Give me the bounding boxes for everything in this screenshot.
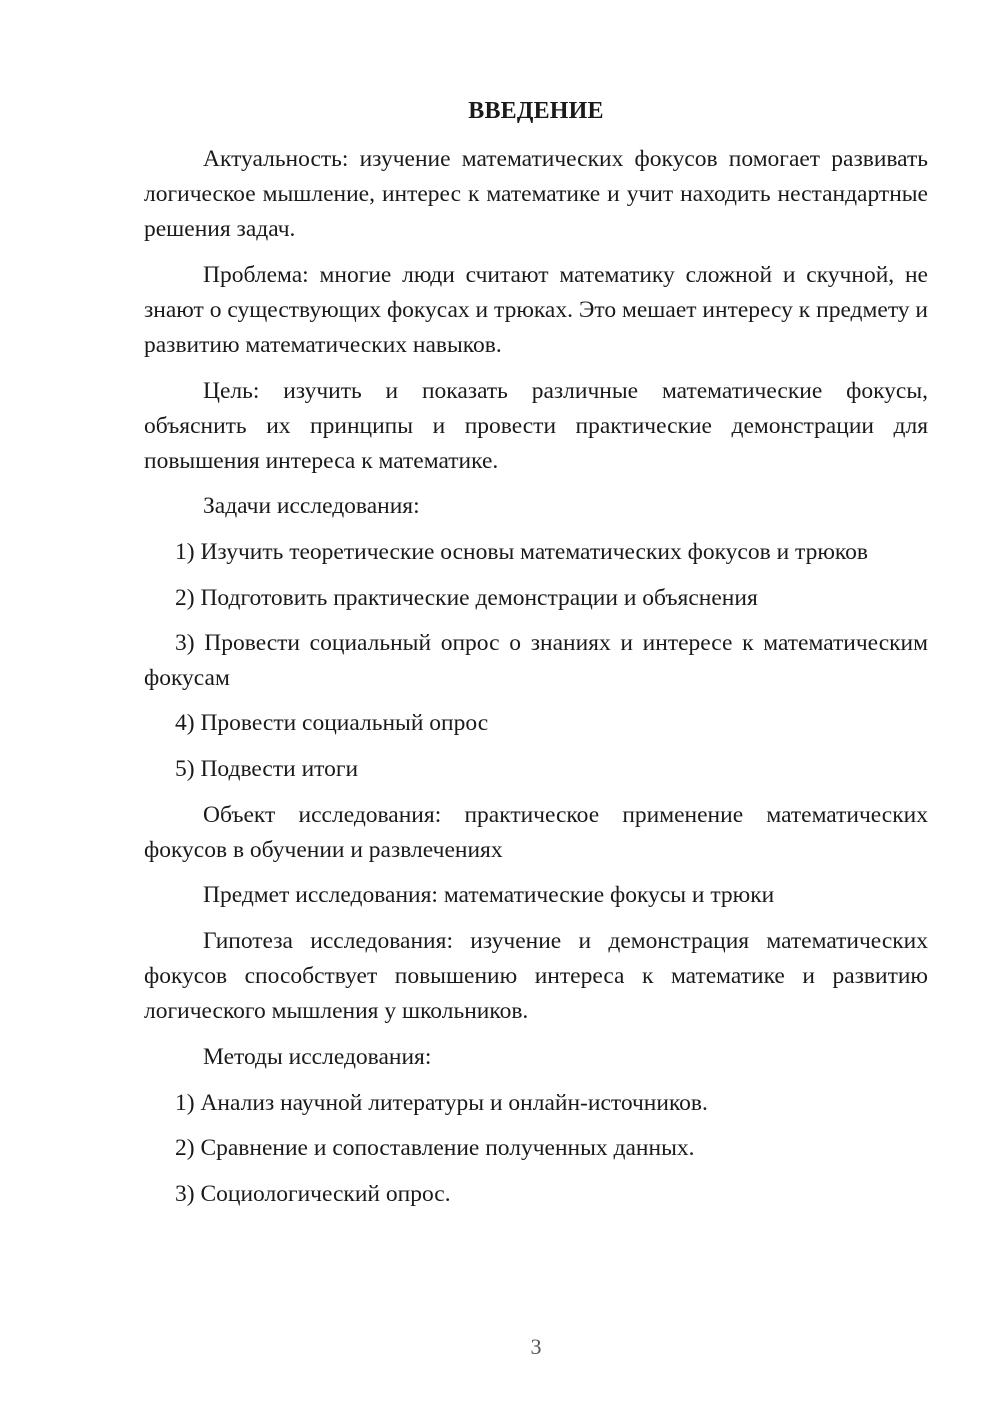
task-item: 2) Подготовить практические демонстрации и объяснения — [175, 585, 758, 611]
paragraph-goal: Цель: изучить и показать различные математические фокусы, объяснить их принципы и провести практические демонстрации для повышения интереса к математике. — [144, 378, 928, 474]
paragraph-hypothesis: Гипотеза исследования: изучение и демонстрация математических фокусов способствует повышению интереса к математике и развитию логического мышления у школьников. — [144, 928, 928, 1024]
section-title: ВВЕДЕНИЕ — [468, 98, 604, 124]
paragraph-object: Объект исследования: практическое применение математических фокусов в обучении и развлечениях — [144, 802, 928, 863]
page-number: 3 — [530, 1334, 542, 1359]
methods-heading: Методы исследования: — [203, 1044, 432, 1070]
task-item: 3) Провести социальный опрос о знаниях и интересе к математическим фокусам — [144, 630, 928, 691]
method-item: 2) Сравнение и сопоставление полученных данных. — [175, 1135, 695, 1161]
paragraph-relevance: Актуальность: изучение математических фокусов помогает развивать логическое мышление, интерес к математике и учит находить нестандартные решения задач. — [144, 146, 928, 242]
task-item: 1) Изучить теоретические основы математических фокусов и трюков — [175, 539, 868, 565]
paragraph-problem: Проблема: многие люди считают математику сложной и скучной, не знают о существующих фокусах и трюках. Это мешает интересу к предмету и развитию математических навыков. — [144, 262, 928, 358]
task-item: 4) Провести социальный опрос — [175, 710, 489, 736]
task-item: 5) Подвести итоги — [175, 756, 359, 782]
tasks-heading: Задачи исследования: — [203, 493, 420, 519]
method-item: 3) Социологический опрос. — [175, 1181, 451, 1207]
paragraph-subject: Предмет исследования: математические фокусы и трюки — [203, 882, 775, 908]
method-item: 1) Анализ научной литературы и онлайн-источников. — [175, 1090, 708, 1116]
